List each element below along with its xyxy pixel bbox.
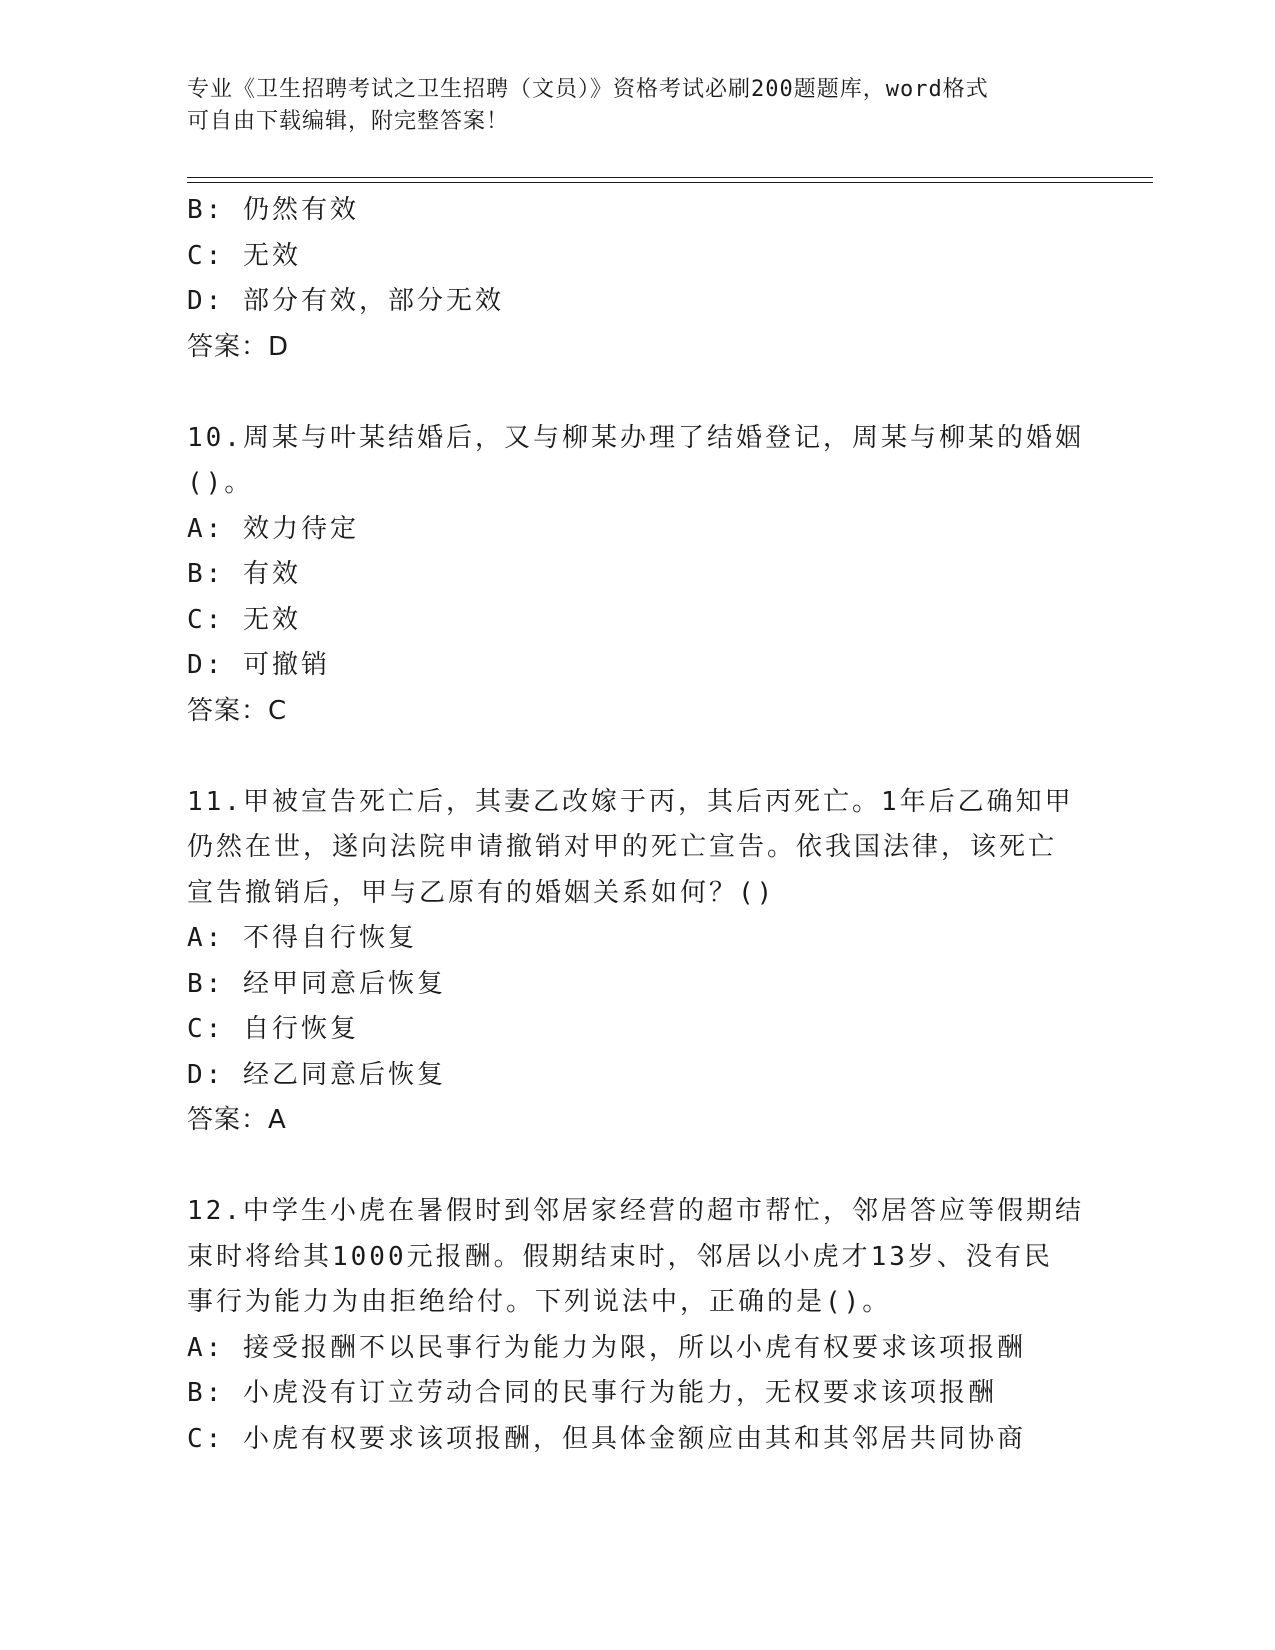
question-12 — [187, 1189, 1087, 1462]
option-c: C: 小虎有权要求该项报酬，但具体金额应由其和其邻居共同协商 — [187, 1423, 1026, 1454]
question-stem-line: ()。 — [187, 468, 254, 498]
header-rule-bottom — [187, 182, 1153, 183]
page-header — [187, 74, 1067, 138]
option-a: A: 接受报酬不以民事行为能力为限，所以小虎有权要求该项报酬 — [187, 1332, 1026, 1363]
option-b: B: 有效 — [187, 559, 301, 589]
header-rule-top — [187, 177, 1153, 178]
header-title-line-1: 专业《卫生招聘考试之卫生招聘（文员）》资格考试必刷200题题库，word格式 — [187, 77, 989, 102]
option-d: D: 可撤销 — [187, 650, 330, 680]
question-content — [187, 188, 1087, 1462]
spacer — [187, 734, 1087, 780]
answer-label: 答案：D — [187, 331, 290, 362]
question-10 — [187, 416, 1087, 735]
question-stem-line: 宣告撤销后，甲与乙原有的婚姻关系如何？() — [187, 877, 776, 908]
option-b: B: 仍然有效 — [187, 195, 359, 225]
question-stem-line: 仍然在世，遂向法院申请撤销对甲的死亡宣告。依我国法律，该死亡 — [187, 832, 1058, 862]
question-stem-line: 11.甲被宣告死亡后，其妻乙改嫁于丙，其后丙死亡。1年后乙确知甲 — [187, 786, 1074, 817]
question-11 — [187, 780, 1087, 1144]
option-a: A: 效力待定 — [187, 513, 359, 544]
answer-label: 答案：C — [187, 695, 288, 726]
option-a: A: 不得自行恢复 — [187, 923, 417, 953]
question-stem-line: 12.中学生小虎在暑假时到邻居家经营的超市帮忙，邻居答应等假期结 — [187, 1196, 1084, 1226]
question-stem-line: 事行为能力为由拒绝给付。下列说法中，正确的是()。 — [187, 1287, 892, 1317]
spacer — [187, 1144, 1087, 1190]
option-c: C: 无效 — [187, 240, 301, 271]
spacer — [187, 370, 1087, 416]
option-b: B: 经甲同意后恢复 — [187, 968, 446, 999]
option-d: D: 部分有效，部分无效 — [187, 286, 504, 316]
option-d: D: 经乙同意后恢复 — [187, 1059, 446, 1090]
header-title-line-2: 可自由下载编辑，附完整答案！ — [187, 109, 510, 134]
option-c: C: 无效 — [187, 604, 301, 635]
option-c: C: 自行恢复 — [187, 1014, 359, 1044]
answer-label: 答案：A — [187, 1105, 287, 1135]
question-stem-line: 束时将给其1000元报酬。假期结束时，邻居以小虎才13岁、没有民 — [187, 1241, 1053, 1272]
question-stem-line: 10.周某与叶某结婚后，又与柳某办理了结婚登记，周某与柳某的婚姻 — [187, 422, 1084, 453]
question-9-continued — [187, 188, 1087, 370]
option-b: B: 小虎没有订立劳动合同的民事行为能力，无权要求该项报酬 — [187, 1378, 997, 1408]
